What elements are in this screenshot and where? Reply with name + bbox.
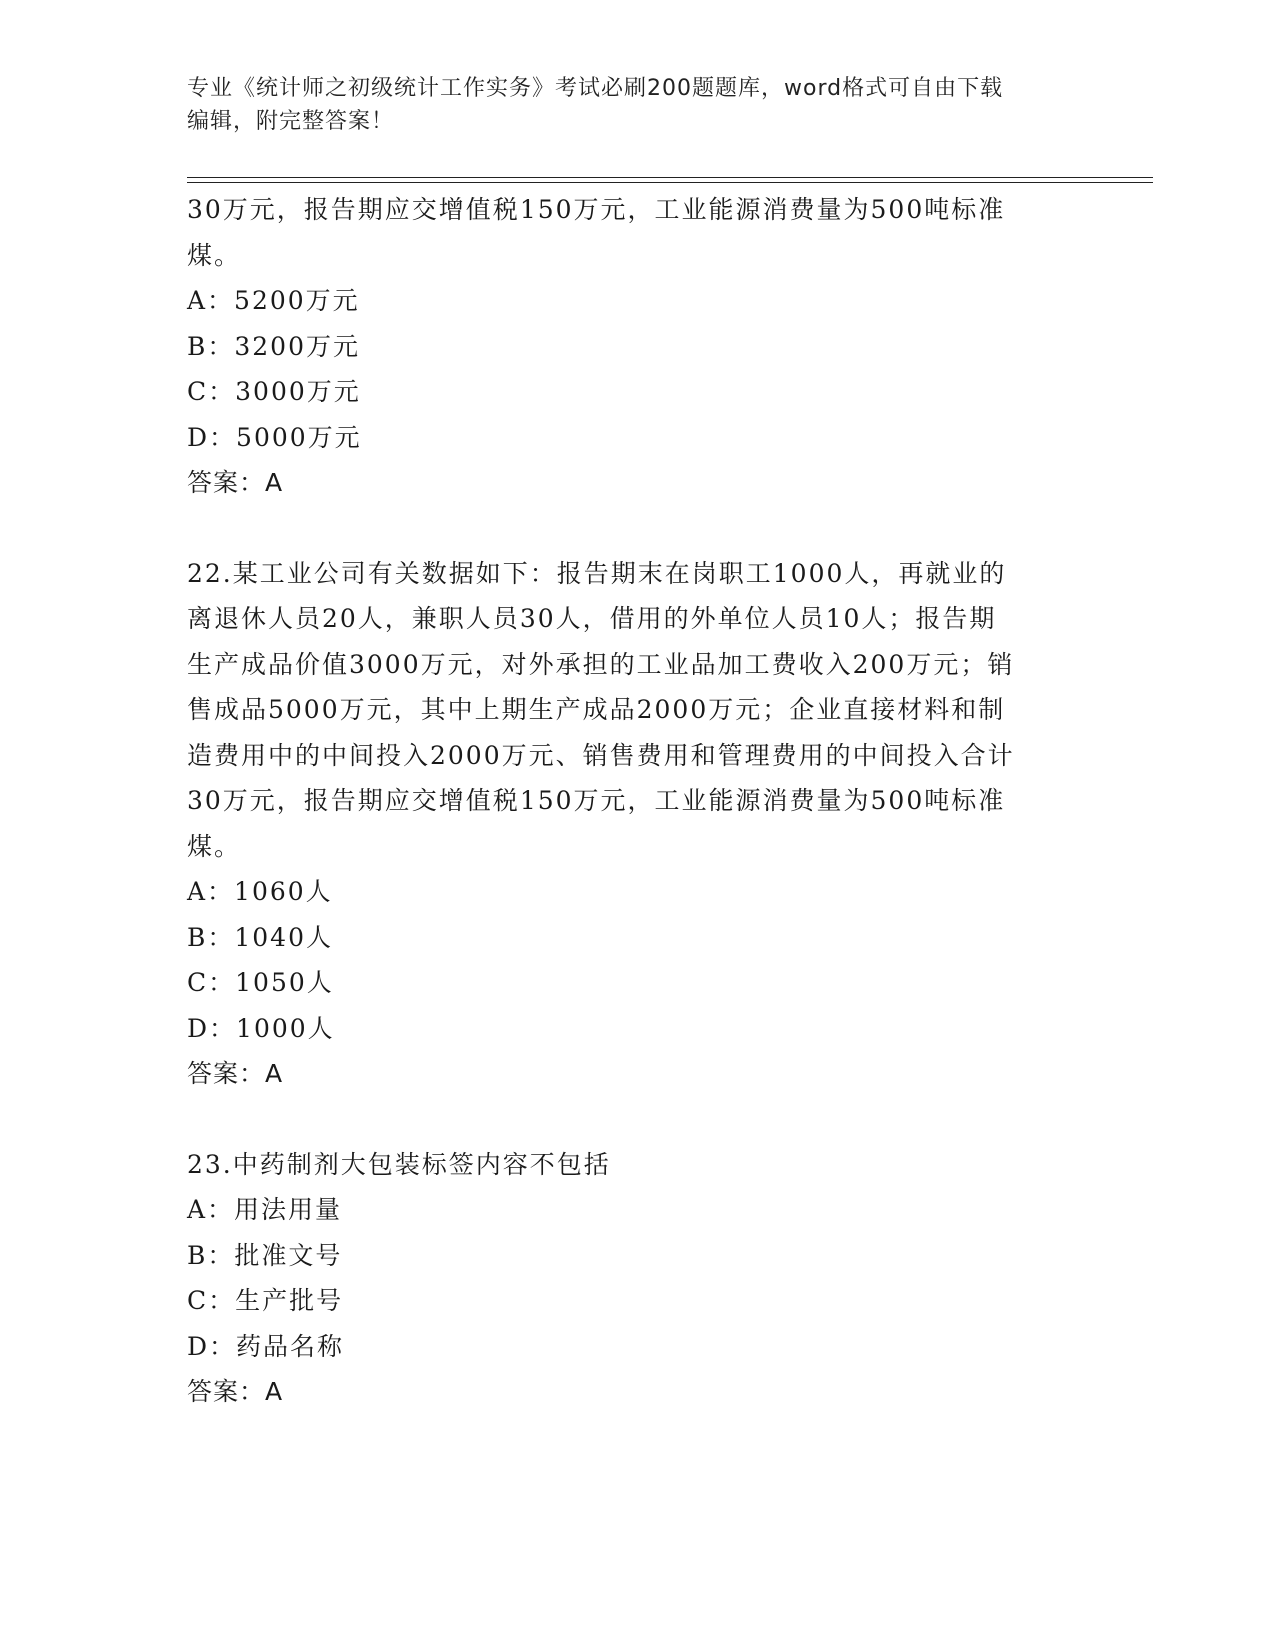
option-a: A：用法用量 — [187, 1195, 343, 1224]
header-divider-bottom — [187, 182, 1153, 183]
question-spacer — [187, 1097, 1087, 1142]
option-b: B：3200万元 — [187, 331, 360, 361]
option-c: C：1050人 — [187, 968, 334, 997]
option-d: D：5000万元 — [187, 422, 362, 452]
question-stem-line: 30万元，报告期应交增值税150万元，工业能源消费量为500吨标准 — [187, 195, 1006, 224]
question-stem-line: 煤。 — [187, 831, 242, 861]
header-divider-top — [187, 177, 1153, 178]
option-a: A：1060人 — [187, 877, 333, 906]
question-block — [187, 187, 1087, 506]
option-d: D：1000人 — [187, 1013, 335, 1043]
option-a: A：5200万元 — [187, 286, 360, 315]
question-block — [187, 1142, 1087, 1415]
question-stem-line: 煤。 — [187, 240, 242, 270]
option-b: B：1040人 — [187, 922, 333, 952]
question-stem-line: 造费用中的中间投入2000万元、销售费用和管理费用的中间投入合计 — [187, 740, 1015, 770]
question-stem-line: 23.中药制剂大包装标签内容不包括 — [187, 1149, 611, 1179]
question-stem-line: 售成品5000万元，其中上期生产成品2000万元；企业直接材料和制 — [187, 695, 1006, 724]
question-block — [187, 551, 1087, 1097]
option-c: C：生产批号 — [187, 1286, 344, 1315]
question-stem-line: 生产成品价值3000万元，对外承担的工业品加工费收入200万元；销 — [187, 649, 1015, 679]
answer-line: 答案：A — [187, 1377, 284, 1406]
header-line: 编辑，附完整答案！ — [187, 109, 395, 134]
question-stem-line: 30万元，报告期应交增值税150万元，工业能源消费量为500吨标准 — [187, 786, 1006, 815]
option-b: B：批准文号 — [187, 1240, 343, 1270]
question-stem-line: 离退休人员20人，兼职人员30人，借用的外单位人员10人；报告期 — [187, 604, 997, 633]
header-line: 专业《统计师之初级统计工作实务》考试必刷200题题库，word格式可自由下载 — [187, 76, 1004, 101]
question-list — [187, 187, 1087, 1415]
question-stem-line: 22.某工业公司有关数据如下：报告期末在岗职工1000人，再就业的 — [187, 558, 1007, 588]
answer-line: 答案：A — [187, 1059, 284, 1088]
answer-line: 答案：A — [187, 468, 284, 497]
question-spacer — [187, 506, 1087, 551]
option-c: C：3000万元 — [187, 377, 361, 406]
option-d: D：药品名称 — [187, 1331, 345, 1361]
document-header — [187, 72, 1067, 138]
